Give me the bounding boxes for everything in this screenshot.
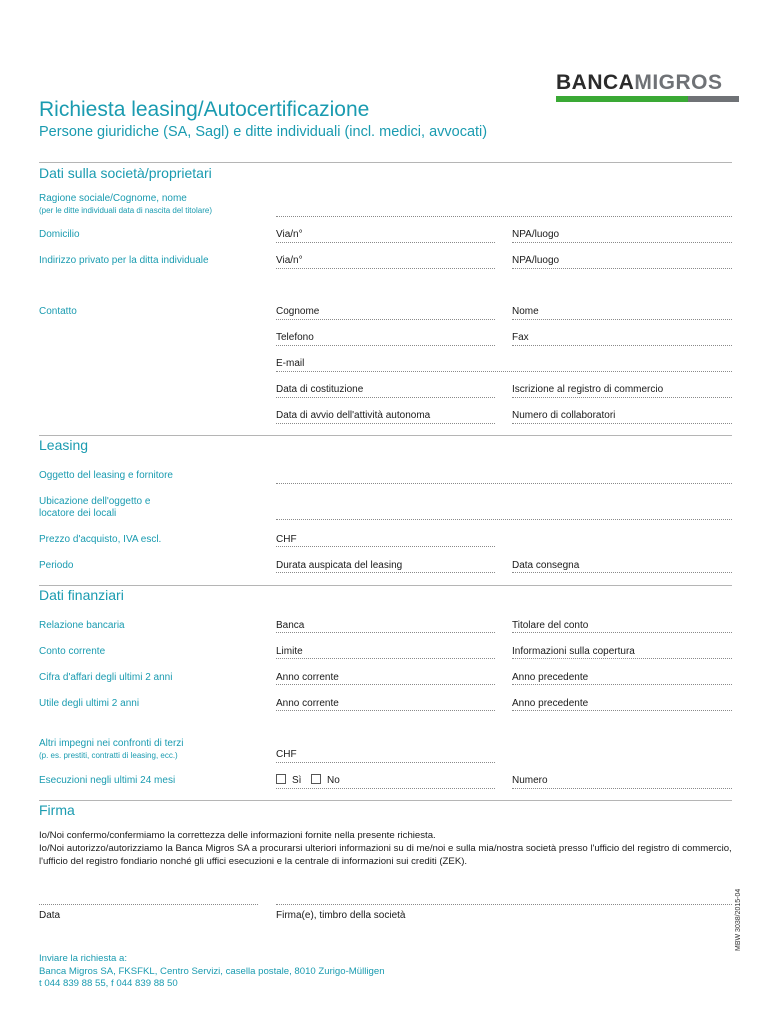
registry-label: Iscrizione al registro di commercio <box>512 384 664 395</box>
bank-label: Banca <box>276 620 305 631</box>
account-holder-field[interactable] <box>512 632 732 633</box>
coverage-label: Informazioni sulla copertura <box>512 646 635 657</box>
declaration-line-2: Io/Noi autorizzo/autorizziamo la Banca Migros SA a procurarsi ulteriori informazioni su di me/noi e sulla mia/nostra società presso l'ufficio del registro di commercio, l'ufficio del registro fondiario nonché gli uffici esecuzioni e la centrale di informazioni sui crediti (ZEK). <box>39 843 732 867</box>
leasing-object-label: Oggetto del leasing e fornitore <box>39 470 173 481</box>
declaration-line-1: Io/Noi confermo/confermiamo la correttezza delle informazioni fornite nella presente richiesta. <box>39 830 436 841</box>
date-label: Data <box>39 910 61 921</box>
logo-part-banca: BANCA <box>556 71 635 94</box>
yes-checkbox[interactable] <box>276 774 286 784</box>
section-title-financial: Dati finanziari <box>39 587 124 603</box>
duration-label: Durata auspicata del leasing <box>276 560 403 571</box>
section-divider <box>39 800 732 801</box>
email-label: E-mail <box>276 358 305 369</box>
price-currency: CHF <box>276 534 297 545</box>
turnover-prev-field[interactable] <box>512 684 732 685</box>
other-commitments-label: Altri impegni nei confronti di terzi <box>39 738 184 749</box>
delivery-field[interactable] <box>512 572 732 573</box>
account-holder-label: Titolare del conto <box>512 620 589 631</box>
company-name-label: Ragione sociale/Cognome, nome <box>39 193 187 204</box>
page-subtitle: Persone giuridiche (SA, Sagl) e ditte individuali (incl. medici, avvocati) <box>39 124 488 140</box>
logo-bar <box>556 96 739 102</box>
fax-label: Fax <box>512 332 529 343</box>
profit-prev-field[interactable] <box>512 710 732 711</box>
section-divider <box>39 162 732 163</box>
coverage-field[interactable] <box>512 658 732 659</box>
email-field[interactable] <box>276 371 732 372</box>
start-date-label: Data di avvio dell'attività autonoma <box>276 410 431 421</box>
enforcement-number-label: Numero <box>512 775 548 786</box>
other-commitments-field[interactable] <box>276 762 495 763</box>
bancamigros-logo <box>556 72 739 102</box>
private-street-field[interactable] <box>276 268 495 269</box>
turnover-prev-label: Anno precedente <box>512 672 589 683</box>
section-title-company: Dati sulla società/proprietari <box>39 165 212 181</box>
domicile-street-field[interactable] <box>276 242 495 243</box>
contact-label: Contatto <box>39 306 77 317</box>
page-title: Richiesta leasing/Autocertificazione <box>39 98 370 121</box>
company-name-field[interactable] <box>276 216 732 217</box>
location-label-line1: Ubicazione dell'oggetto e <box>39 496 151 507</box>
yes-option[interactable] <box>276 774 301 786</box>
signature-label: Firma(e), timbro della società <box>276 910 406 921</box>
name-label: Nome <box>512 306 539 317</box>
domicile-label: Domicilio <box>39 229 80 240</box>
start-date-field[interactable] <box>276 423 495 424</box>
logo-wordmark <box>556 72 739 94</box>
profit-label: Utile degli ultimi 2 anni <box>39 698 140 709</box>
declaration-text <box>39 829 739 868</box>
leasing-object-field[interactable] <box>276 483 732 484</box>
location-field[interactable] <box>276 519 732 520</box>
footer-line-1: Inviare la richiesta a: <box>39 953 127 964</box>
surname-field[interactable] <box>276 319 495 320</box>
bank-relation-label: Relazione bancaria <box>39 620 125 631</box>
company-name-note: (per le ditte individuali data di nascita del titolare) <box>39 206 212 215</box>
enforcement-number-field[interactable] <box>512 788 732 789</box>
no-label: No <box>327 775 340 786</box>
price-label: Prezzo d'acquisto, IVA escl. <box>39 534 162 545</box>
fax-field[interactable] <box>512 345 732 346</box>
domicile-zip-label: NPA/luogo <box>512 229 560 240</box>
founding-date-label: Data di costituzione <box>276 384 364 395</box>
location-label-line2: locatore dei locali <box>39 508 117 519</box>
employees-field[interactable] <box>512 423 732 424</box>
duration-field[interactable] <box>276 572 495 573</box>
other-commitments-note: (p. es. prestiti, contratti di leasing, ecc.) <box>39 751 178 760</box>
section-divider <box>39 585 732 586</box>
no-checkbox[interactable] <box>311 774 321 784</box>
signature-field[interactable] <box>276 904 732 905</box>
footer-line-2: Banca Migros SA, FKSFKL, Centro Servizi, casella postale, 8010 Zurigo-Mülligen <box>39 965 385 977</box>
name-field[interactable] <box>512 319 732 320</box>
bank-field[interactable] <box>276 632 495 633</box>
section-title-leasing: Leasing <box>39 437 89 453</box>
registry-field[interactable] <box>512 397 732 398</box>
private-street-label: Via/n° <box>276 255 303 266</box>
phone-label: Telefono <box>276 332 314 343</box>
price-field[interactable] <box>276 546 495 547</box>
date-field[interactable] <box>39 904 258 905</box>
delivery-label: Data consegna <box>512 560 580 571</box>
enforcement-label: Esecuzioni negli ultimi 24 mesi <box>39 775 176 786</box>
section-title-signature: Firma <box>39 802 75 818</box>
private-zip-label: NPA/luogo <box>512 255 560 266</box>
no-option[interactable] <box>311 774 340 786</box>
surname-label: Cognome <box>276 306 320 317</box>
private-address-label: Indirizzo privato per la ditta individuale <box>39 255 209 266</box>
profit-current-label: Anno corrente <box>276 698 339 709</box>
phone-field[interactable] <box>276 345 495 346</box>
private-zip-field[interactable] <box>512 268 732 269</box>
yes-label: Sì <box>292 775 302 786</box>
turnover-current-field[interactable] <box>276 684 495 685</box>
section-divider <box>39 435 732 436</box>
profit-prev-label: Anno precedente <box>512 698 589 709</box>
footer-address <box>39 953 385 991</box>
domicile-street-label: Via/n° <box>276 229 303 240</box>
limit-label: Limite <box>276 646 303 657</box>
other-currency: CHF <box>276 749 297 760</box>
employees-label: Numero di collaboratori <box>512 410 616 421</box>
profit-current-field[interactable] <box>276 710 495 711</box>
turnover-label: Cifra d'affari degli ultimi 2 anni <box>39 672 173 683</box>
form-code: MBW 3038/2015-04 <box>735 888 742 951</box>
founding-date-field[interactable] <box>276 397 495 398</box>
period-label: Periodo <box>39 560 74 571</box>
current-account-label: Conto corrente <box>39 646 106 657</box>
footer-line-3: t 044 839 88 55, f 044 839 88 50 <box>39 978 178 989</box>
turnover-current-label: Anno corrente <box>276 672 339 683</box>
enforcement-field <box>276 788 495 789</box>
logo-part-migros: MIGROS <box>634 71 723 94</box>
limit-field[interactable] <box>276 658 495 659</box>
domicile-zip-field[interactable] <box>512 242 732 243</box>
